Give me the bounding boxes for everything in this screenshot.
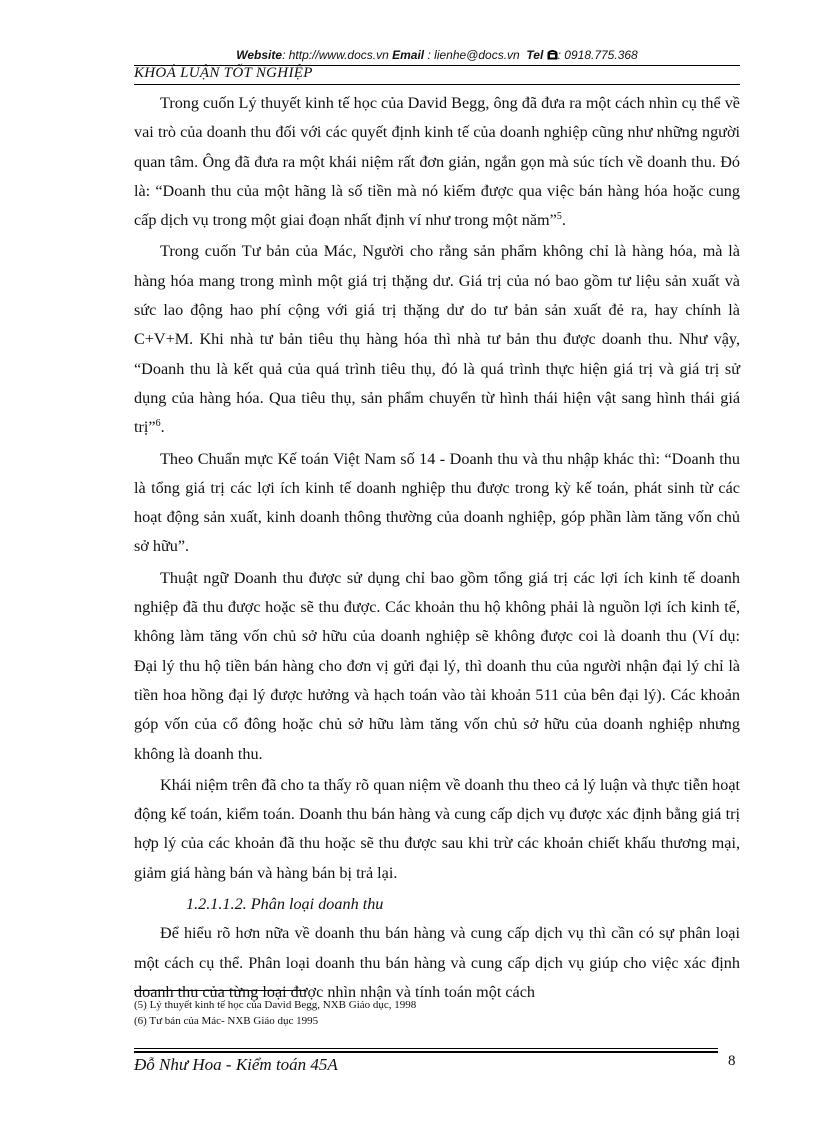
website-label: Website — [236, 48, 283, 62]
section-heading: 1.2.1.1.2. Phân loại doanh thu — [186, 895, 384, 914]
footnote: (5) Lý thuyết kinh tế học của David Begg, NXB Giáo dục, 1998 — [134, 999, 417, 1011]
paragraph: Theo Chuẩn mực Kế toán Việt Nam số 14 - Doanh thu và thu nhập khác thì: “Doanh thu là tổng giá trị các lợi ích kinh tế doanh nghiệp thu được trong kỳ kế toán, phát sinh từ các hoạt động sản xuất, kinh doanh thông thường của doanh nghiệp, góp phần làm tăng vốn chủ sở hữu”. — [134, 449, 740, 556]
footer-rule-thick — [134, 1051, 718, 1053]
footnote-ref: 5 — [556, 211, 562, 223]
paragraph: Để hiểu rõ hơn nữa về doanh thu bán hàng và cung cấp dịch vụ thì cần có sự phân loại một cách cụ thể. Phân loại doanh thu bán hàng và cung cấp dịch vụ giúp cho việc xác định doanh thu của từng loại được nhìn nhận và tính toán một cách — [134, 924, 740, 1001]
phone-icon — [547, 50, 558, 60]
website-value: : http://www.docs.vn — [282, 48, 389, 62]
email-value: : lienhe@docs.vn — [427, 48, 520, 62]
tel-label: Tel — [526, 48, 544, 62]
footer-author: Đỗ Như Hoa - Kiểm toán 45A — [134, 1055, 338, 1074]
footnote-separator — [134, 990, 306, 991]
contact-header — [134, 48, 740, 62]
page-number: 8 — [728, 1053, 736, 1069]
paragraph: Khái niệm trên đã cho ta thấy rõ quan niệm về doanh thu theo cả lý luận và thực tiễn hoạt động kế toán, kiểm toán. Doanh thu bán hàng và cung cấp dịch vụ được xác định bằng giá trị hợp lý của các khoản đã thu hoặc sẽ thu được sau khi trừ các khoản chiết khấu thương mại, giảm giá hàng bán và hàng bán bị trả lại. — [134, 775, 740, 882]
email-label: Email — [392, 48, 425, 62]
footnote-ref: 6 — [155, 418, 161, 430]
tel-value: : 0918.775.368 — [557, 48, 638, 62]
document-body — [134, 89, 740, 1009]
paragraph: Trong cuốn Tư bản của Mác, Người cho rằng sản phẩm không chỉ là hàng hóa, mà là hàng hóa mang trong mình một giá trị thặng dư. Giá trị của nó bao gồm tư liệu sản xuất và sức lao động hao phí cộng với giá trị thặng dư do tư bản sản xuất đẻ ra, hay chính là C+V+M. Khi nhà tư bản tiêu thụ hàng hóa thì nhà tư bản thu được doanh thu. Như vậy, “Doanh thu là kết quả của quá trình tiêu thụ, đó là quá trình thực hiện giá trị và giá trị sử dụng của hàng hóa. Qua tiêu thụ, sản phẩm chuyển từ hình thái hiện vật sang hình thái giá trị”$^6$. — [134, 242, 740, 437]
footer-rule-thin — [134, 1048, 718, 1049]
paragraph: Thuật ngữ Doanh thu được sử dụng chỉ bao gồm tổng giá trị các lợi ích kinh tế doanh nghiệp đã thu được hoặc sẽ thu được. Các khoản thu hộ không phải là nguồn lợi ích kinh tế, không làm tăng vốn chủ sở hữu của doanh nghiệp sẽ không được coi là doanh thu (Ví dụ: Đại lý thu hộ tiền bán hàng cho đơn vị gửi đại lý, thì doanh thu của người nhận đại lý chỉ là tiền hoa hồng đại lý được hưởng và hạch toán vào tài khoản 511 của bên đại lý). Các khoản góp vốn của cổ đông hoặc chủ sở hữu làm tăng vốn chủ sở hữu của doanh nghiệp nhưng không là doanh thu. — [134, 568, 740, 763]
footnote: (6) Tư bản của Mác- NXB Giáo dục 1995 — [134, 1015, 319, 1027]
paragraph: Trong cuốn Lý thuyết kinh tế học của David Begg, ông đã đưa ra một cách nhìn cụ thể về vai trò của doanh thu đối với các quyết định kinh tế của doanh nghiệp cũng như những người quan tâm. Ông đã đưa ra một khái niệm rất đơn giản, ngắn gọn mà súc tích về doanh thu. Đó là: “Doanh thu của một hãng là số tiền mà nó kiếm được qua việc bán hàng hóa hoặc cung cấp dịch vụ trong một giai đoạn nhất định ví như trong một năm”$^5$. — [134, 94, 740, 230]
header-rule-bottom — [134, 84, 740, 85]
thesis-title: KHOÁ LUẬN TỐT NGHIỆP — [134, 65, 313, 81]
